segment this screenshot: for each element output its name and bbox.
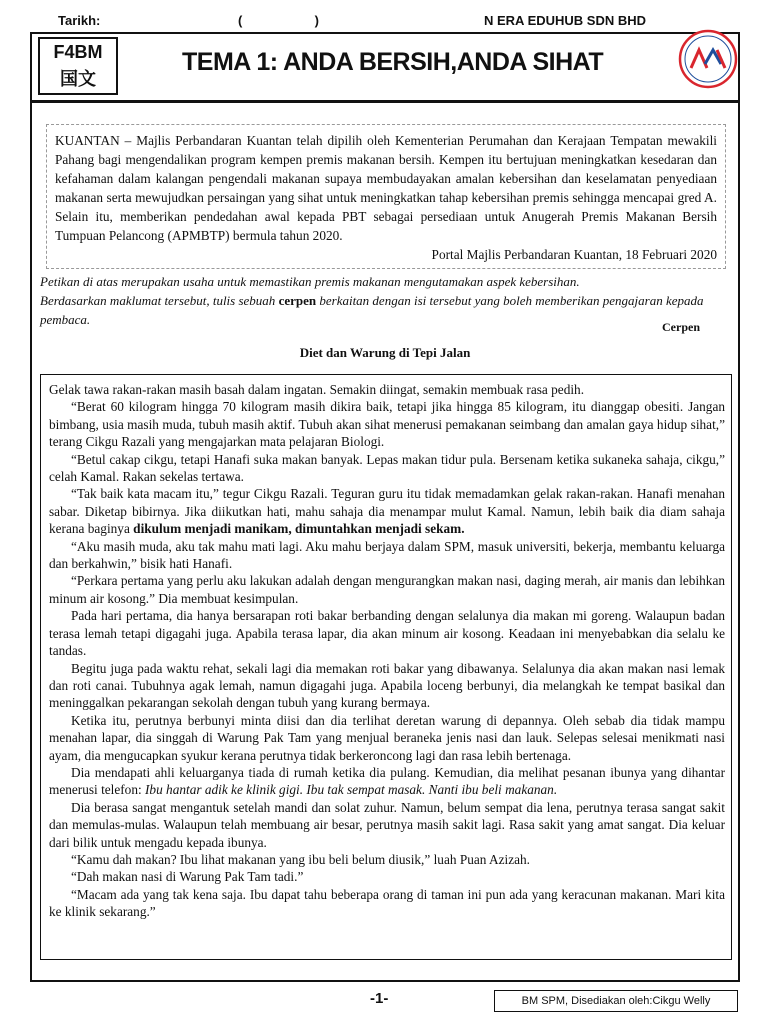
story-paragraph: “Aku masih muda, aku tak mahu mati lagi. Aku mahu berjaya dalam SPM, masuk universiti, bekerja, membantu keluarga dan berkahwin,” bisik hati Hanafi.: [49, 538, 725, 572]
story-paragraph: Pada hari pertama, dia hanya bersarapan roti bakar berbanding dengan selalunya dia makan mi goreng. Walaupun badan terasa lemah tetapi digagahi juga. Apabila terasa lapar, dia akan minum air kosong. Keadaan ini menyebabkan dia selalu ke tandas.: [49, 608, 725, 659]
story-title: Diet dan Warung di Tepi Jalan: [299, 345, 471, 360]
story-paragraph: “Kamu dah makan? Ibu lihat makanan yang ibu beli belum diusik,” luah Puan Azizah.: [71, 851, 530, 867]
worksheet-title: TEMA 1: ANDA BERSIH,ANDA SIHAT: [182, 48, 604, 76]
story-paragraph: “Tak baik kata macam itu,” tegur Cikgu Razali. Teguran guru itu tidak memadamkan gelak rakan-rakan. Hanafi menahan sabar. Diketap bibirnya. Jika diikutkan hati, mahu sahaja dia menampar mulut Kamal. Namun, lebih baik dia diam sahaja kerana baginya dikulum menjadi manikam, dimuntahkan menjadi sekam.: [49, 486, 725, 537]
subject-code-box: [38, 37, 118, 95]
subject-code: F4BM: [53, 42, 103, 62]
date-label: Tarikh:: [58, 13, 101, 28]
story-paragraph: “Berat 60 kilogram hingga 70 kilogram masih dikira baik, tetapi jika hingga 85 kilogram, itu dianggap obesiti. Jangan bimbang, usia masih muda, tubuh masih aktif. Tubuh akan sihat menerusi pemakanan seimbang dan amalan gaya hidup sihat,” terang Cikgu Razali yang mengajarkan mata pelajaran Biologi.: [49, 399, 725, 450]
date-parentheses: ( ): [238, 13, 319, 28]
worksheet-header: [32, 34, 738, 103]
page-number: -1-: [370, 990, 389, 1007]
instruction-line-1: Petikan di atas merupakan usaha untuk memastikan premis makanan mengutamakan aspek kebersihan.: [40, 274, 580, 289]
task-instruction: [40, 272, 730, 329]
subject-chinese: 国文: [60, 69, 96, 89]
story-paragraph: Ketika itu, perutnya berbunyi minta diisi dan dia terlihat deretan warung di depannya. Oleh sebab dia tidak mampu menahan lapar, dia singgah di Warung Pak Tam yang menjual beraneka jenis nasi dan lauk. Selepas selesai menikmati nasi ayam, dia mengucapkan syukur kerana perutnya tidak berkeroncong lagi dan rasa lebih bertenaga.: [49, 712, 725, 763]
story-paragraph: “Macam ada yang tak kena saja. Ibu dapat tahu beberapa orang di taman ini pun ada yang keracunan makanan. Mari kita ke klinik sekarang.”: [49, 886, 725, 920]
news-text: KUANTAN – Majlis Perbandaran Kuantan telah dipilih oleh Kementerian Perumahan dan Kerajaan Tempatan mewakili Pahang bagi mengendalikan program kempen premis makanan bersih. Kempen itu bertujuan meningkatkan kesedaran dan kefahaman dalam kalangan pengendali makanan supaya membudayakan amalan kebersihan dan keselamatan penyediaan makanan serta mewujudkan persaingan yang sihat untuk meningkatkan tahap kebersihan premis sehingga mencapai gred A. Selain itu, memberikan pendedahan awal kepada PBT sebagai persediaan untuk Anugerah Premis Makanan Bersih Tumpuan Pelancong (APMBTP) bermula tahun 2020.: [55, 133, 717, 243]
story-paragraph: “Perkara pertama yang perlu aku lakukan adalah dengan mengurangkan makan nasi, daging merah, air manis dan lebihkan minum air kosong.” Dia membuat kesimpulan.: [49, 573, 725, 606]
company-logo-icon: [677, 28, 739, 90]
story-paragraph: “Betul cakap cikgu, tetapi Hanafi suka makan banyak. Lepas makan tidur pula. Bersenam ketika sukaneka sahaja, cikgu,” celah Kamal. Rakan sekelas tertawa.: [49, 451, 725, 485]
instruction-line-2: Berdasarkan maklumat tersebut, tulis sebuah cerpen berkaitan dengan isi tersebut yang boleh memberikan pengajaran kepada pembaca.: [40, 293, 704, 327]
news-source: Portal Majlis Perbandaran Kuantan, 18 Februari 2020: [431, 247, 717, 262]
story-paragraph: Begitu juga pada waktu rehat, sekali lagi dia memakan roti bakar yang dibawanya. Selalunya dia akan makan nasi lemak dan roti canai. Tubuhnya agak lemah, namun digagahi juga. Apabila loceng berbunyi, dia melangkah ke tempat basikal dan meninggalkan pekarangan sekolah dengan tubuh yang kurang bermaya.: [49, 660, 725, 711]
story-paragraph: Dia mendapati ahli keluarganya tiada di rumah ketika dia pulang. Kemudian, dia melihat pesanan ibunya yang dihantar menerusi telefon: Ibu hantar adik ke klinik gigi. Ibu tak sempat masak. Nanti ibu beli makanan.: [49, 764, 725, 798]
genre-keyword: cerpen: [278, 293, 317, 308]
company-name: N ERA EDUHUB SDN BHD: [484, 13, 647, 28]
worksheet-frame: [30, 32, 740, 982]
top-bar: [0, 10, 768, 32]
story-paragraph: Gelak tawa rakan-rakan masih basah dalam ingatan. Semakin diingat, semakin membuak rasa pedih.: [49, 382, 585, 397]
story-paragraph: Dia berasa sangat mengantuk setelah mandi dan solat zuhur. Namun, belum sempat dia lena, perutnya terasa sangat sakit dan memulas-mulas. Walaupun telah membuang air besar, perutnya masih sakit lagi. Rasa sakit yang amat sangat. Dia keluar dari bilik untuk mengadu kepada ibunya.: [49, 799, 725, 850]
story-paragraph: “Dah makan nasi di Warung Pak Tam tadi.”: [71, 869, 304, 885]
proverb: dikulum menjadi manikam, dimuntahkan menjadi sekam.: [133, 521, 465, 537]
footer-credit: BM SPM, Disediakan oleh:Cikgu Welly: [494, 990, 738, 1012]
news-excerpt: [46, 124, 726, 269]
mother-message: Ibu hantar adik ke klinik gigi. Ibu tak sempat masak. Nanti ibu beli makanan.: [145, 782, 558, 798]
story-box: [40, 374, 732, 960]
genre-label: Cerpen: [662, 320, 700, 334]
